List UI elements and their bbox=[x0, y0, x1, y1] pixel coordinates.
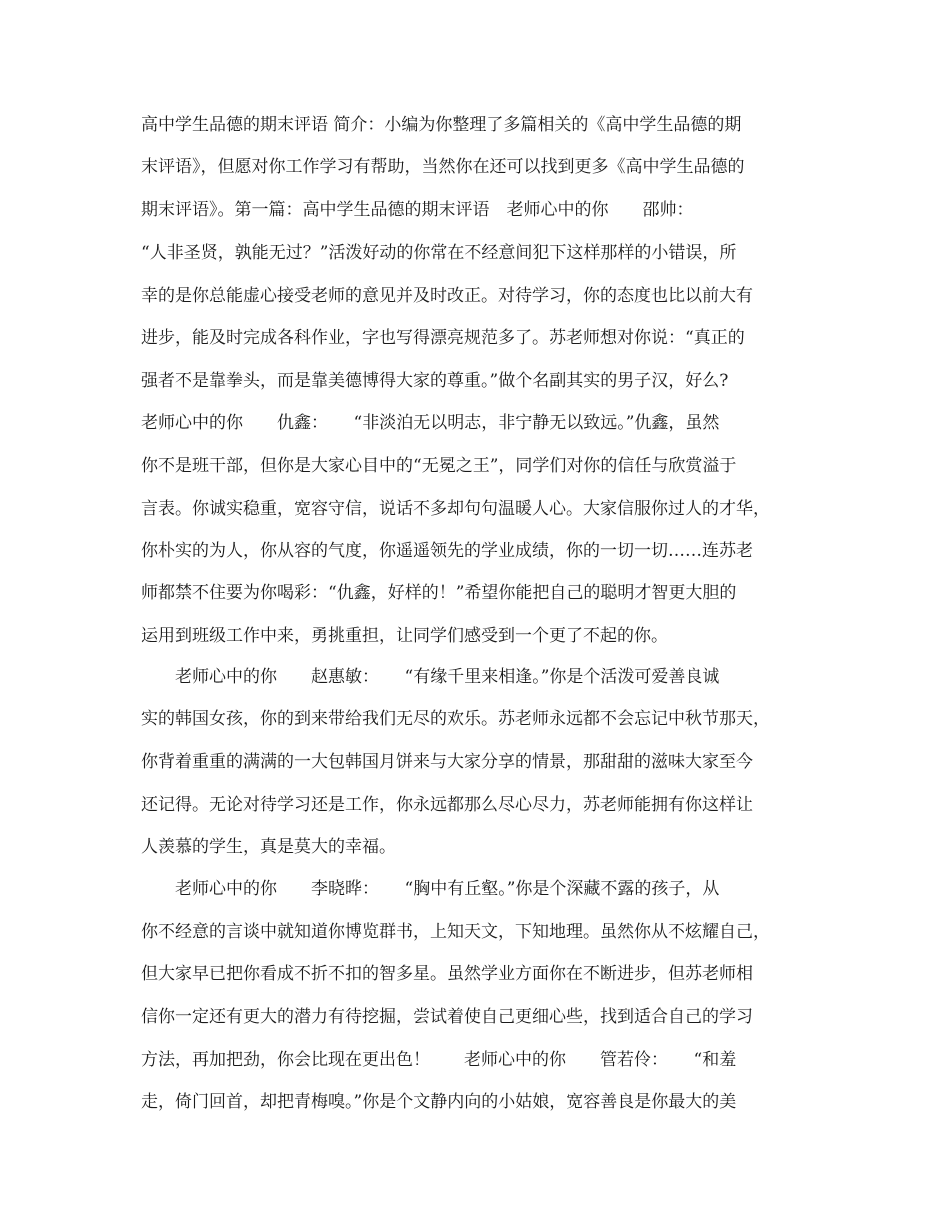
text-line: 幸的是你总能虚心接受老师的意见并及时改正。对待学习，你的态度也比以前大有 bbox=[141, 286, 753, 306]
text-line: 你背着重重的满满的一大包韩国月饼来与大家分享的情景，那甜甜的滋味大家至今 bbox=[141, 752, 753, 772]
text-line: 老师心中的你 赵惠敏： “有缘千里来相逢。”你是个活泼可爱善良诚 bbox=[141, 667, 720, 687]
text-line: 走，倚门回首，却把青梅嗅。”你是个文静内向的小姑娘，宽容善良是你最大的美 bbox=[141, 1092, 737, 1112]
text-line: 末评语》，但愿对你工作学习有帮助，当然你在还可以找到更多《高中学生品德的 bbox=[141, 157, 745, 177]
text-line: 强者不是靠拳头，而是靠美德博得大家的尊重。”做个名副其实的男子汉，好么? bbox=[141, 371, 729, 391]
text-line: 老师心中的你 仇鑫： “非淡泊无以明志，非宁静无以致远。”仇鑫，虽然 bbox=[141, 413, 720, 433]
text-line: 但大家早已把你看成不折不扣的智多星。虽然学业方面你在不断进步，但苏老师相 bbox=[141, 964, 753, 984]
text-line: 信你一定还有更大的潜力有待挖掘，尝试着使自己更细心些，找到适合自己的学习 bbox=[141, 1007, 753, 1027]
text-line: 进步，能及时完成各科作业，字也写得漂亮规范多了。苏老师想对你说：“真正的 bbox=[141, 328, 745, 348]
text-line: 实的韩国女孩，你的到来带给我们无尽的欢乐。苏老师永远都不会忘记中秋节那天， bbox=[141, 709, 770, 729]
text-line: 方法，再加把劲，你会比现在更出色！ 老师心中的你 管若伶： “和羞 bbox=[141, 1050, 737, 1070]
text-line: 你朴实的为人，你从容的气度，你遥遥领先的学业成绩，你的一切一切……连苏老 bbox=[141, 541, 753, 561]
text-line: 老师心中的你 李晓晔： “胸中有丘壑。”你是个深藏不露的孩子，从 bbox=[141, 879, 720, 899]
text-line: “人非圣贤，孰能无过？”活泼好动的你常在不经意间犯下这样那样的小错误，所 bbox=[141, 243, 737, 263]
text-line: 言表。你诚实稳重，宽容守信，说话不多却句句温暖人心。大家信服你过人的才华， bbox=[141, 499, 770, 519]
text-line: 期末评语》。第一篇：高中学生品德的期末评语 老师心中的你 邵帅： bbox=[141, 200, 694, 220]
text-line: 运用到班级工作中来，勇挑重担，让同学们感受到一个更了不起的你。 bbox=[141, 626, 668, 646]
text-line: 师都禁不住要为你喝彩：“仇鑫，好样的！”希望你能把自己的聪明才智更大胆的 bbox=[141, 583, 737, 603]
text-line: 还记得。无论对待学习还是工作，你永远都那么尽心尽力，苏老师能拥有你这样让 bbox=[141, 795, 753, 815]
text-line: 你不经意的言谈中就知道你博览群书，上知天文，下知地理。虽然你从不炫耀自己， bbox=[141, 922, 770, 942]
text-line: 高中学生品德的期末评语 简介：小编为你整理了多篇相关的《高中学生品德的期 bbox=[141, 115, 742, 135]
text-line: 人羡慕的学生，真是莫大的幸福。 bbox=[141, 837, 396, 857]
text-line: 你不是班干部，但你是大家心目中的“无冕之王”，同学们对你的信任与欣赏溢于 bbox=[141, 456, 737, 476]
